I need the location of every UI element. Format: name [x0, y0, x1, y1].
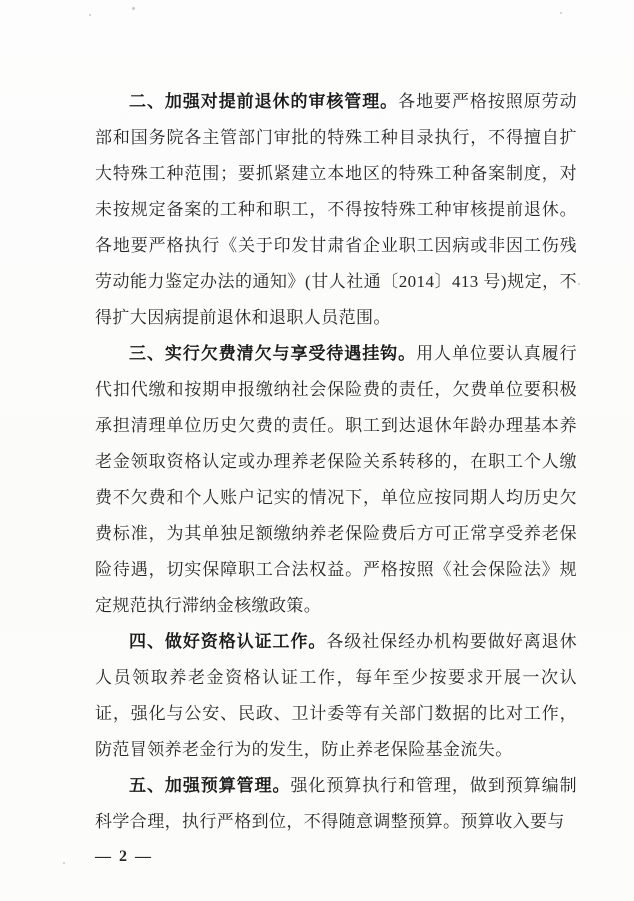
scan-speck — [63, 862, 65, 864]
section-body-4: 各级社保经办机构要做好离退休人员领取养老金资格认证工作，每年至少按要求开展一次认证，强化与公安、民政、卫计委等有关部门数据的比对工作，防范冒领养老金行为的发生，防止养老保险基金流失。 — [95, 632, 577, 759]
section-body-3: 用人单位要认真履行代扣代缴和按期申报缴纳社会保险费的责任，欠费单位要积极承担清理单位历史欠费的责任。职工到达退休年龄办理基本养老金领取资格认定或办理养老保险关系转移的，在职工个人缴费不欠费和个人账户记实的情况下，单位应按同期人均历史欠费标准，为其单独足额缴纳养老保险费后方可正常享受养老保险待遇，切实保障职工合法权益。严格按照《社会保险法》规定规范执行滞纳金核缴政策。 — [95, 344, 577, 615]
paragraph-section-4 — [95, 624, 577, 768]
section-heading-4: 四、做好资格认证工作。 — [129, 632, 327, 651]
section-heading-3: 三、实行欠费清欠与享受待遇挂钩。 — [129, 344, 417, 363]
page-number: — 2 — — [95, 848, 153, 865]
paragraph-section-5 — [95, 768, 577, 840]
document-body — [95, 84, 577, 866]
paragraph-section-3 — [95, 336, 577, 624]
section-body-2: 各地要严格按照原劳动部和国务院各主管部门审批的特殊工种目录执行，不得擅自扩大特殊工种范围；要抓紧建立本地区的特殊工种备案制度，对未按规定备案的工种和职工，不得按特殊工种审核提前退休。各地要严格执行《关于印发甘肃省企业职工因病或非因工伤残劳动能力鉴定办法的通知》(甘人社通〔2014〕413 号)规定，不得扩大因病提前退休和退职人员范围。 — [95, 92, 577, 327]
section-body-5: 强化预算执行和管理，做到预算编制科学合理，执行严格到位，不得随意调整预算。预算收入要与 — [95, 776, 577, 831]
section-heading-2: 二、加强对提前退休的审核管理。 — [129, 92, 399, 111]
section-heading-5: 五、加强预算管理。 — [129, 776, 291, 795]
scan-speck — [132, 7, 135, 10]
paragraph-section-2 — [95, 84, 577, 336]
scan-speck — [89, 14, 91, 16]
scan-speck — [578, 283, 580, 285]
scan-speck — [560, 12, 562, 14]
